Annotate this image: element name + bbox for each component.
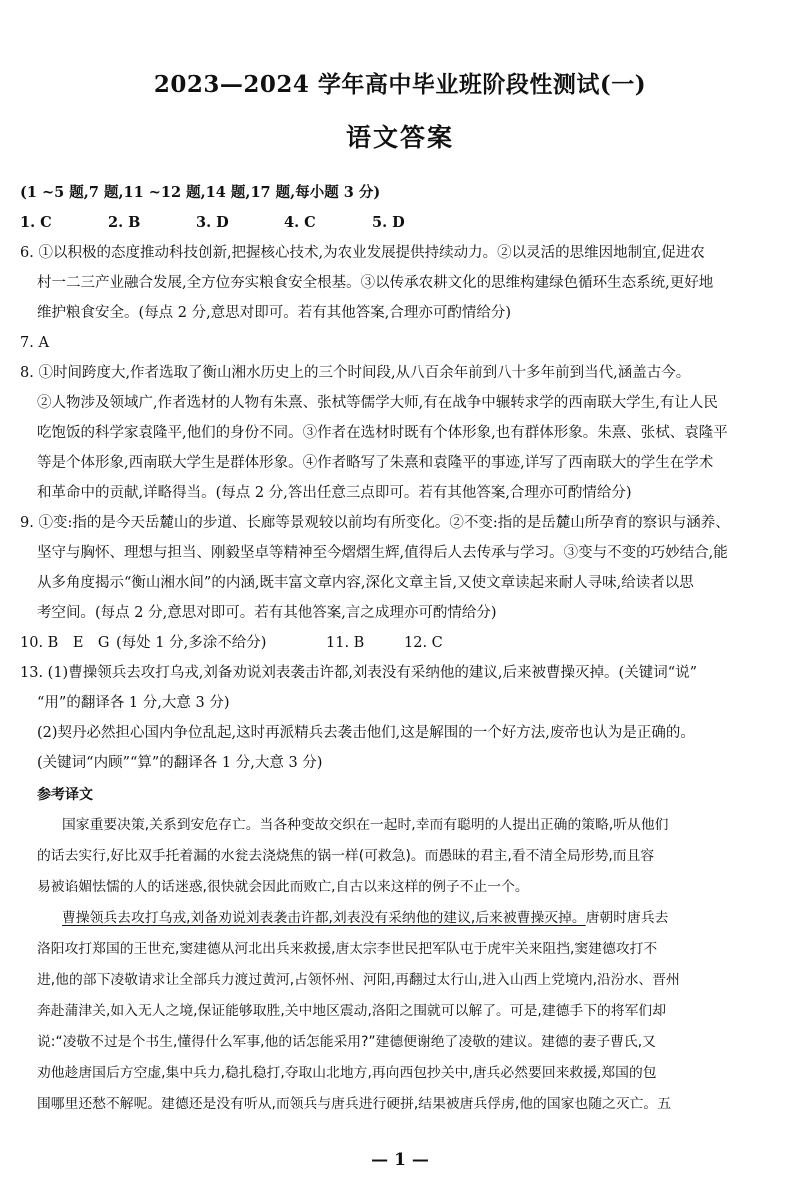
underlined-sentence: 曹操领兵去攻打乌戎,刘备劝说刘表袭击许都,刘表没有采纳他的建议,后来被曹操灭掉。: [62, 910, 586, 926]
q10-note: (每处 1 分,多涂不给分): [116, 635, 267, 651]
translation-line: 的话去实行,好比双手托着漏的水瓮去浇烧焦的锅一样(可救急)。而愚昧的君主,看不清全局形势,而且容: [37, 848, 655, 864]
translation-line: [20, 903, 782, 934]
answer-1: 1. C: [20, 214, 52, 231]
answer-4: 4. C: [284, 214, 316, 231]
translation-line: 国家重要决策,关系到安危存亡。当各种变故交织在一起时,幸而有聪明的人提出正确的策略,听从他们: [62, 817, 669, 833]
translation-line: 进,他的部下凌敬请求让全部兵力渡过黄河,占领怀州、河阳,再翻过太行山,进入山西上党境内,沿汾水、晋州: [37, 972, 680, 988]
q9-line: 考空间。(每点 2 分,意思对即可。若有其他答案,言之成理亦可酌情给分): [37, 605, 497, 621]
translation-line: 奔赴蒲津关,如入无人之境,保证能够取胜,关中地区震动,洛阳之围就可以解了。可是,建德手下的将军们却: [37, 1003, 666, 1019]
answer-5: 5. D: [372, 214, 405, 231]
q9-line: 坚守与胸怀、理想与担当、刚毅坚卓等精神至今熠熠生辉,值得后人去传承与学习。③变与不变的巧妙结合,能: [37, 545, 728, 561]
q13-line: (关键词“内顾”“算”的翻译各 1 分,大意 3 分): [37, 755, 323, 771]
page-number: — 1 —: [371, 1150, 429, 1170]
mc-answers: [20, 208, 782, 238]
q8-line: 吃饱饭的科学家袁隆平,他们的身份不同。③作者在选材时既有个体形象,也有群体形象。朱熹、张栻、袁隆平: [37, 425, 728, 441]
q12-answer: 12. C: [404, 635, 443, 651]
q13-line: 13. (1)曹操领兵去攻打乌戎,刘备劝说刘表袭击许都,刘表没有采纳他的建议,后来被曹操灭掉。(关键词“说”: [20, 665, 698, 681]
scoring-note: (1 ~5 题,7 题,11 ~12 题,14 题,17 题,每小题 3 分): [20, 184, 381, 201]
q8-line: 和革命中的贡献,详略得当。(每点 2 分,答出任意三点即可。若有其他答案,合理亦可酌情给分): [37, 485, 632, 501]
q9-line: 从多角度揭示“衡山湘水间”的内涵,既丰富文章内容,深化文章主旨,又使文章读起来耐人寻味,给读者以思: [37, 575, 694, 591]
answer-3: 3. D: [196, 214, 229, 231]
q11-answer: 11. B: [326, 635, 365, 651]
page-title: 2023—2024 学年高中毕业班阶段性测试(一): [153, 71, 647, 98]
q8-line: ②人物涉及领域广,作者选材的人物有朱熹、张栻等儒学大师,有在战争中辗转求学的西南联大学生,有让人民: [37, 395, 718, 411]
translation-line: 说:“凌敬不过是个书生,懂得什么军事,他的话怎能采用?”建德便谢绝了凌敬的建议。建德的妻子曹氏,又: [37, 1034, 656, 1050]
question-7: 7. A: [20, 335, 49, 351]
question-6: [20, 238, 782, 328]
q9-line: 9. ①变:指的是今天岳麓山的步道、长廊等景观较以前均有所变化。②不变:指的是岳麓山所孕育的察识与涵养、: [20, 515, 730, 531]
answer-body: [20, 178, 782, 1120]
q10-answer: 10. B E G: [20, 635, 110, 651]
q6-line: 6. ①以积极的态度推动科技创新,把握核心技术,为农业发展提供持续动力。②以灵活的思维因地制宜,促进农: [20, 245, 705, 261]
q6-line: 村一二三产业融合发展,全方位夯实粮食安全根基。③以传承农耕文化的思维构建绿色循环生态系统,更好地: [37, 275, 714, 291]
translation-line: 劝他趁唐国后方空虚,集中兵力,稳扎稳打,夺取山北地方,再向西包抄关中,唐兵必然要回来救援,郑国的包: [37, 1065, 657, 1081]
q13-line: (2)契丹必然担心国内争位乱起,这时再派精兵去袭击他们,这是解围的一个好方法,废帝也认为是正确的。: [37, 725, 695, 741]
question-9: [20, 508, 782, 628]
translation-fragment: 唐朝时唐兵去: [585, 910, 669, 926]
page-subtitle: 语文答案: [345, 123, 454, 152]
q6-line: 维护粮食安全。(每点 2 分,意思对即可。若有其他答案,合理亦可酌情给分): [37, 305, 511, 321]
q8-line: 等是个体形象,西南联大学生是群体形象。④作者略写了朱熹和袁隆平的事迹,详写了西南联大的学生在学术: [37, 455, 714, 471]
q13-line: “用”的翻译各 1 分,大意 3 分): [37, 695, 230, 711]
answer-2: 2. B: [108, 214, 141, 231]
question-10-12: [20, 628, 782, 658]
translation-line: 洛阳攻打郑国的王世充,窦建德从河北出兵来救援,唐太宗李世民把军队屯于虎牢关来阻挡,窦建德攻打不: [37, 941, 658, 957]
q8-line: 8. ①时间跨度大,作者选取了衡山湘水历史上的三个时间段,从八百余年前到八十多年前到当代,涵盖古今。: [20, 365, 691, 381]
reference-translation: [20, 810, 782, 1120]
translation-line: 围哪里还愁不解呢。建德还是没有听从,而领兵与唐兵进行硬拼,结果被唐兵俘虏,他的国家也随之灭亡。五: [37, 1096, 672, 1112]
reference-heading: 参考译文: [37, 787, 93, 803]
question-13: [20, 658, 782, 778]
question-8: [20, 358, 782, 508]
translation-line: 易被谄媚怯懦的人的话迷惑,很快就会因此而败亡,自古以来这样的例子不止一个。: [37, 879, 529, 895]
